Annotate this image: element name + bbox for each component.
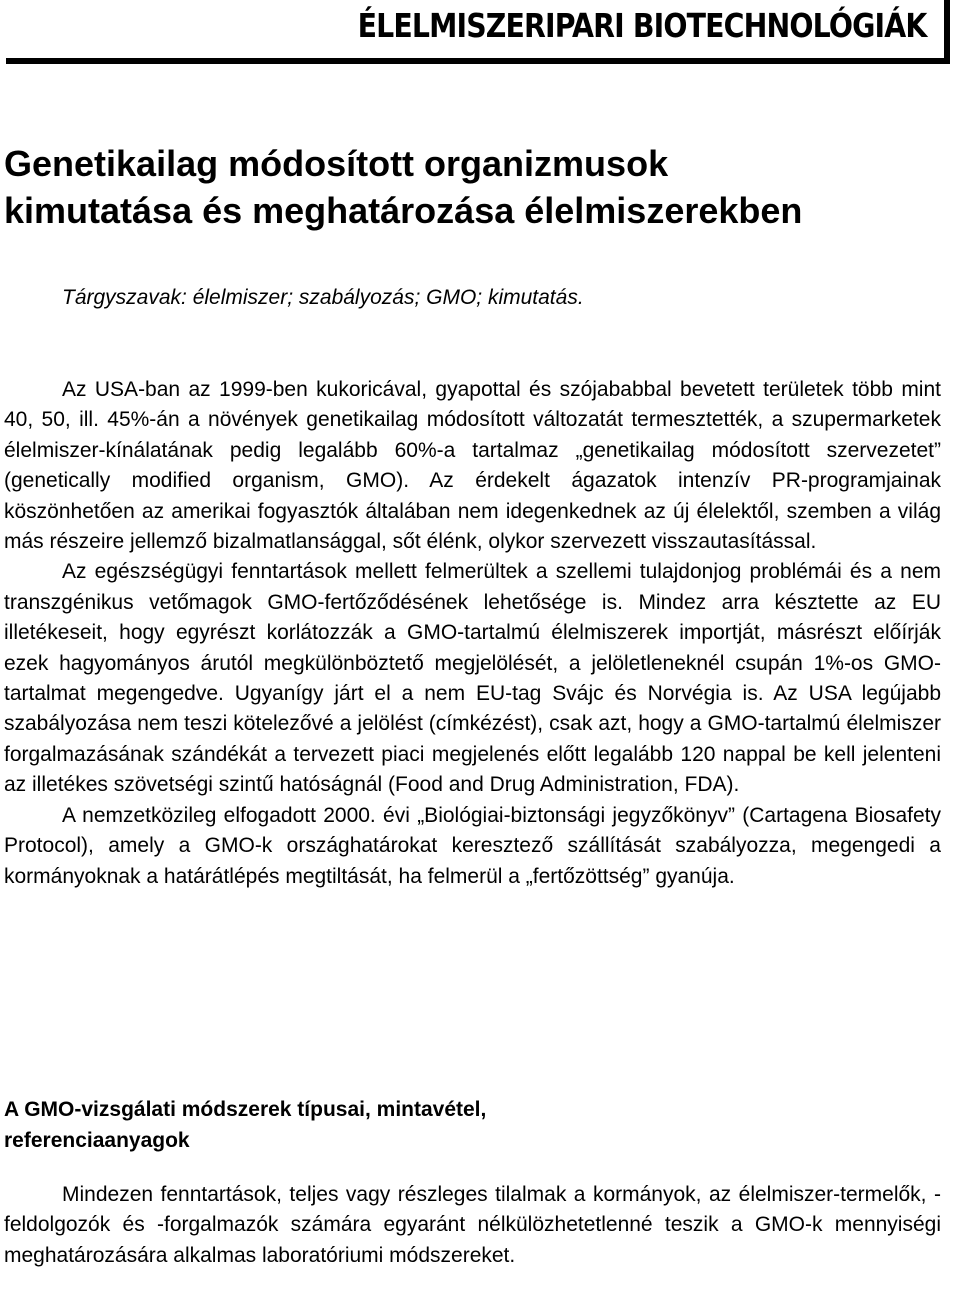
section-heading <box>4 1094 904 1156</box>
section-body <box>4 1180 941 1271</box>
article-title <box>4 140 944 234</box>
section-heading-line-1: A GMO-vizsgálati módszerek típusai, mintavétel, <box>4 1098 487 1121</box>
paragraph-3: A nemzetközileg elfogadott 2000. évi „Biológiai-biztonsági jegyzőkönyv” (Cartagena Biosafety Protocol), amely a GMO-k országhatárokat keresztező szállítását szabályozza, megengedi a kormányoknak a határátlépés megtiltását, ha felmerül a „fertőzöttség” gyanúja. <box>4 803 941 888</box>
article-title-line-2: kimutatása és meghatározása élelmiszerekben <box>4 190 803 231</box>
header-box <box>6 0 950 64</box>
section-heading-line-2: referenciaanyagok <box>4 1129 190 1152</box>
article-body <box>4 375 941 892</box>
paragraph-1: Az USA-ban az 1999-ben kukoricával, gyapottal és szójababbal bevetett területek több mint 40, 50, ill. 45%-án a növények genetikailag módosított változatát termesztették, a szupermarketek élelmiszer-kínálatának pedig legalább 60%-a tartalmaz „genetikailag módosított szervezetet” (genetically modified organism, GMO). Az érdekelt ágazatok intenzív PR-programjainak köszönhetően az amerikai fogyasztók általában nem idegenkednek az új élelektől, szemben a világ más részeire jellemző bizalmatlansággal, sőt élénk, olykor szervezett visszautasítással. <box>4 378 941 554</box>
paragraph-2: Az egészségügyi fenntartások mellett felmerültek a szellemi tulajdonjog problémái és a nem transzgénikus vetőmagok GMO-fertőződésének lehetősége is. Mindez arra késztette az EU illetékeseit, hogy egyrészt korlátozzák a GMO-tartalmú élelmiszerek importját, másrészt előírják ezek hagyományos árutól megkülönböztető megjelölését, a jelöletleneknél csupán 1%-os GMO-tartalmat megengedve. Ugyanígy járt el a nem EU-tag Svájc és Norvégia is. Az USA legújabb szabályozása nem teszi kötelezővé a jelölést (címkézést), csak azt, hogy a GMO-tartalmú élelmiszer forgalmazásának szándékát a tervezett piaci megjelenés előtt legalább 120 nappal be kell jelenteni az illetékes szövetségi szintű hatóságnál (Food and Drug Administration, FDA). <box>4 560 941 797</box>
keywords: Tárgyszavak: élelmiszer; szabályozás; GMO; kimutatás. <box>62 286 584 309</box>
article-title-line-1: Genetikailag módosított organizmusok <box>4 143 669 184</box>
running-header-title: ÉLELMISZERIPARI BIOTECHNOLÓGIÁK <box>357 6 926 45</box>
section-paragraph-1: Mindezen fenntartások, teljes vagy részleges tilalmak a kormányok, az élelmiszer-termelők, -feldolgozók és -forgalmazók számára egyaránt nélkülözhetetlenné teszik a GMO-k mennyiségi meghatározására alkalmas laboratóriumi módszereket. <box>4 1183 941 1267</box>
